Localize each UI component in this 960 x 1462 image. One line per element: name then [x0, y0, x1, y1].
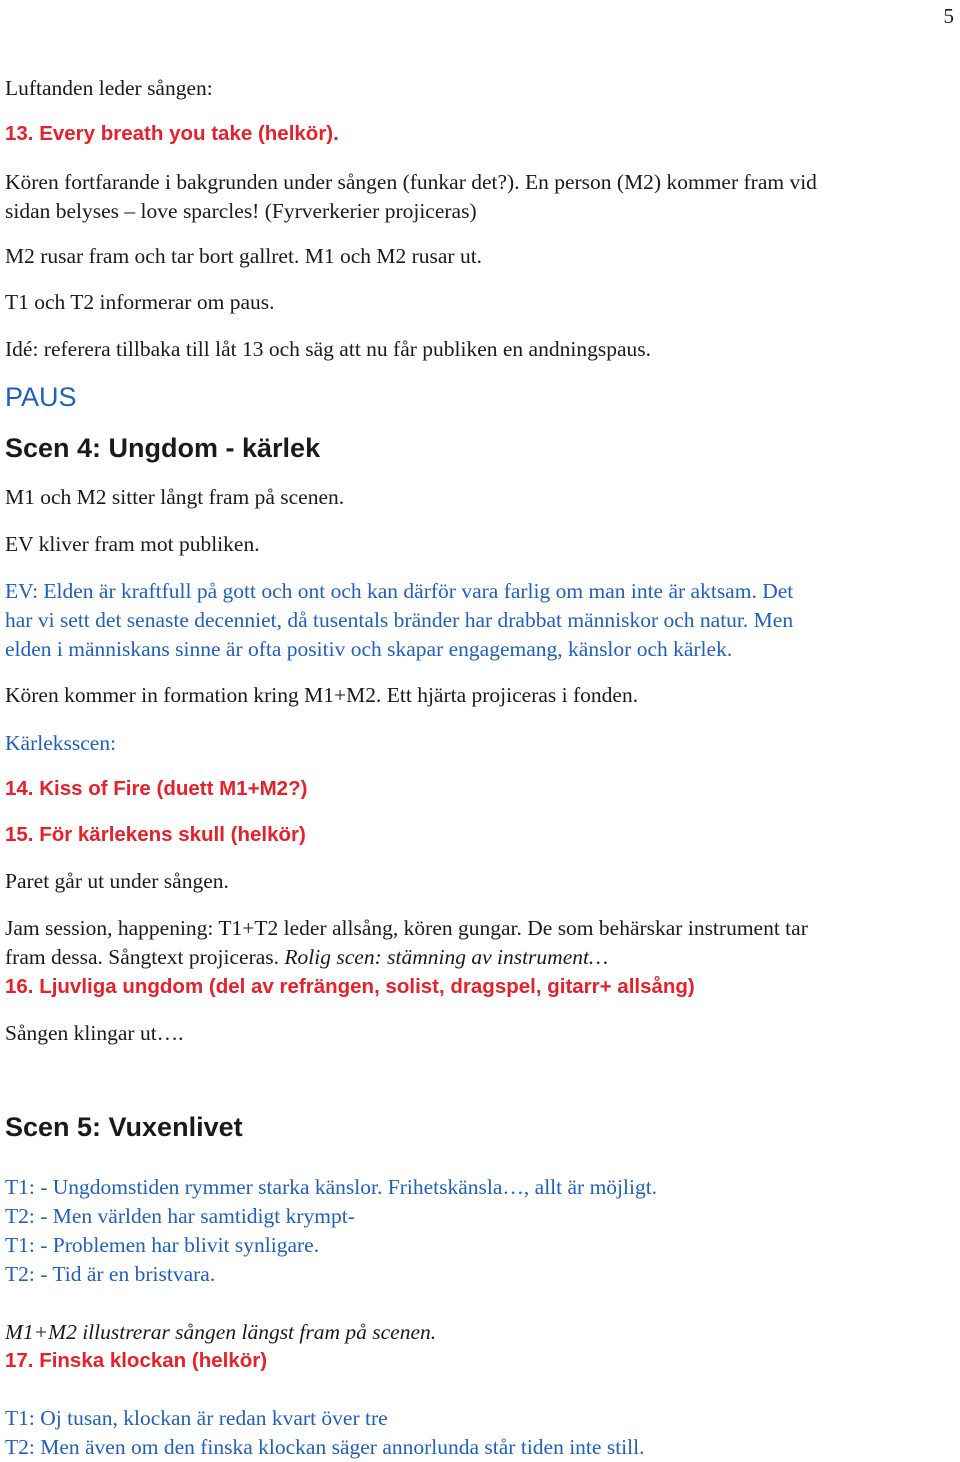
dialogue-line: T2: - Tid är en bristvara. [5, 1262, 216, 1286]
stage-direction: sidan belyses – love sparcles! (Fyrverkerier projiceras) [5, 199, 477, 223]
stage-direction: M1 och M2 sitter långt fram på scenen. [5, 485, 345, 509]
stage-direction: EV kliver fram mot publiken. [5, 532, 260, 556]
scene-note: Rolig scen: stämning av instrument… [284, 945, 609, 969]
idea-note: Idé: referera tillbaka till låt 13 och säg att nu får publiken en andningspaus. [5, 337, 651, 361]
stage-direction: Jam session, happening: T1+T2 leder allsång, kören gungar. De som behärskar instrument tar [5, 916, 808, 940]
stage-direction: Kören fortfarande i bakgrunden under sången (funkar det?). En person (M2) kommer fram vid [5, 170, 817, 194]
dialogue-line: EV: Elden är kraftfull på gott och ont och kan därför vara farlig om man inte är aktsam. Det [5, 579, 794, 603]
stage-direction: Luftanden leder sången: [5, 76, 213, 100]
song-title: 16. Ljuvliga ungdom (del av refrängen, solist, dragspel, gitarr+ allsång) [5, 975, 695, 998]
dialogue-line: T2: - Men världen har samtidigt krympt- [5, 1204, 355, 1228]
stage-direction: M2 rusar fram och tar bort gallret. M1 och M2 rusar ut. [5, 244, 483, 268]
stage-direction: T1 och T2 informerar om paus. [5, 290, 275, 314]
song-title: 14. Kiss of Fire (duett M1+M2?) [5, 777, 308, 800]
scene-heading: Scen 5: Vuxenlivet [5, 1112, 243, 1142]
dialogue-line: T1: - Problemen har blivit synligare. [5, 1233, 320, 1257]
dialogue-line: T2: Men även om den finska klockan säger annorlunda står tiden inte still. [5, 1435, 645, 1459]
song-title: 13. Every breath you take (helkör). [5, 122, 339, 145]
dialogue-line: elden i människans sinne är ofta positiv och skapar engagemang, känslor och kärlek. [5, 637, 733, 661]
stage-direction: Sången klingar ut…. [5, 1021, 184, 1045]
song-title: 15. För kärlekens skull (helkör) [5, 823, 306, 846]
song-title: 17. Finska klockan (helkör) [5, 1349, 268, 1372]
scene-label: Kärleksscen: [5, 731, 117, 755]
dialogue-line: har vi sett det senaste decenniet, då tusentals bränder har drabbat människor och natur. Men [5, 608, 794, 632]
stage-direction-text: fram dessa. Sångtext projiceras. [5, 945, 285, 969]
stage-direction: Paret går ut under sången. [5, 869, 229, 893]
page-number: 5 [943, 4, 954, 28]
dialogue-line: T1: Oj tusan, klockan är redan kvart över tre [5, 1406, 388, 1430]
stage-direction: Kören kommer in formation kring M1+M2. Ett hjärta projiceras i fonden. [5, 683, 639, 707]
stage-direction: M1+M2 illustrerar sången längst fram på scenen. [5, 1320, 437, 1344]
stage-direction [5, 945, 608, 969]
pause-heading: PAUS [5, 382, 77, 412]
scene-heading: Scen 4: Ungdom - kärlek [5, 433, 321, 463]
dialogue-line: T1: - Ungdomstiden rymmer starka känslor. Frihetskänsla…, allt är möjligt. [5, 1175, 658, 1199]
